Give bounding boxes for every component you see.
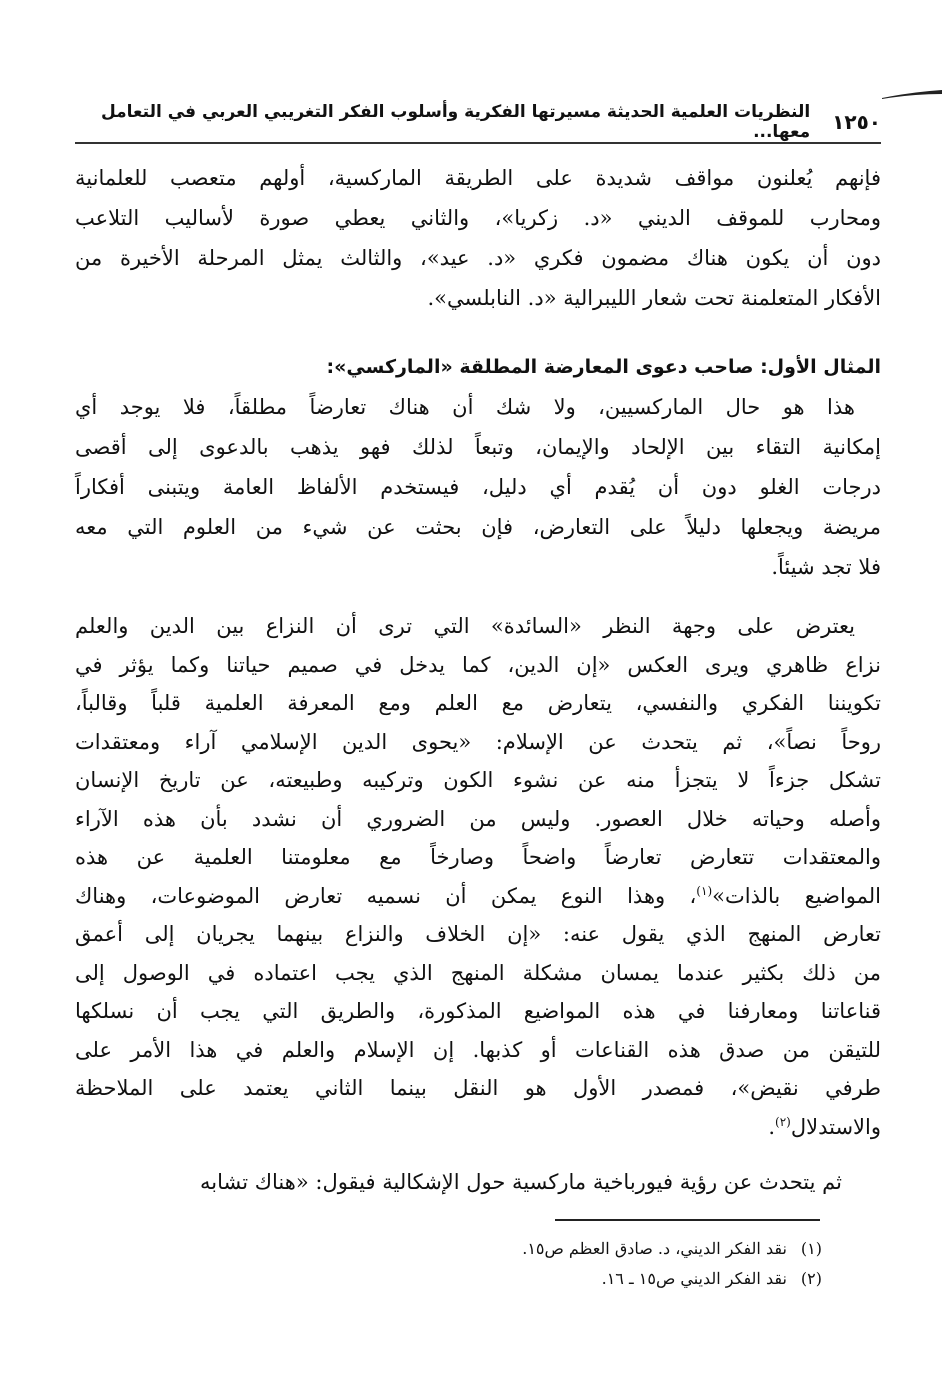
text-line: روحاً نصاً»، ثم يتحدث عن الإسلام: «يحوى الدين الإسلامي آراء ومعتقدات (75, 730, 881, 754)
text-line: من ذلك بكثير عندما يمسان مشكلة المنهج الذي يجب اعتماده في الوصول إلى (75, 961, 881, 985)
text-segment: المواضيع بالذات» (712, 884, 881, 908)
text-line: فلا تجد شيئاً. (771, 555, 881, 579)
text-line: درجات الغلو دون أن يُقدم أي دليل، فيستخدم الألفاظ العامة ويتبنى أفكاراً (75, 475, 881, 499)
page-number: ١٢٥٠ (832, 110, 881, 134)
footnote (602, 1267, 822, 1291)
text-line: والمعتقدات تتعارض تعارضاً واضحاً وصارخاً مع معلومتنا العلمية عن هذه (75, 845, 881, 869)
text-line: قناعاتنا ومعارفنا في هذه المواضيع المذكورة، والطريق التي يجب أن نسلكها (75, 999, 881, 1023)
text-line: تشكل جزءاً لا يتجزأ منه عن نشوء الكون وتركيبه وطبيعته، عن تاريخ الإنسان (75, 768, 881, 792)
text-line: نزاع ظاهري ويرى العكس «إن الدين، كما يدخل في صميم حياتنا وكما يؤثر في (75, 653, 881, 677)
text-line: يعترض على وجهة النظر «السائدة» التي ترى أن النزاع بين الدين والعلم (75, 614, 855, 638)
text-segment: والاستدلال (790, 1115, 881, 1139)
text-line: فإنهم يُعلنون مواقف شديدة على الطريقة الماركسية، أولهم متعصب للعلمانية (75, 166, 881, 190)
text-line: ومحارب للموقف الديني «د. زكريا»، والثاني يعطي صورة لأساليب التلاعب (75, 206, 881, 230)
text-line: تعارض المنهج الذي يقول عنه: «إن الخلاف والنزاع بينهما يجريان إلى أعمق (75, 922, 881, 946)
text-line: الأفكار المتعلمنة تحت شعار الليبرالية «د. النابلسي». (427, 286, 881, 310)
text-line: دون أن يكون هناك مضمون فكري «د. عيد»، والثالث يمثل المرحلة الأخيرة من (75, 246, 881, 270)
corner-ornament (882, 88, 942, 100)
running-title: النظريات العلمية الحديثة مسيرتها الفكرية وأسلوب الفكر التغريبي العربي في التعامل معها... (100, 102, 811, 142)
footnote-text: نقد الفكر الديني ص١٥ ـ ١٦. (601, 1269, 787, 1288)
footnote-text: نقد الفكر الديني، د. صادق العظم ص١٥. (522, 1239, 787, 1258)
text-segment: . (768, 1115, 776, 1139)
footnote-number: (٢) (800, 1269, 822, 1288)
footnote (522, 1237, 822, 1261)
text-line: للتيقن من صدق هذه القناعات أو كذبها. إن الإسلام والعلم في هذا الأمر على (75, 1038, 881, 1062)
running-header (75, 104, 881, 140)
footnote-number: (١) (800, 1239, 822, 1258)
text-line: هذا هو حال الماركسيين، ولا شك أن هناك تعارضاً مطلقاً، فلا يوجد أي (75, 395, 855, 419)
text-line: طرفي نقيض»، فمصدر الأول هو النقل بينما الثاني يعتمد على الملاحظة (75, 1076, 881, 1100)
footnote-rule (555, 1219, 820, 1221)
footnote-ref[interactable]: (١) (696, 884, 713, 898)
footnote-ref[interactable]: (٢) (775, 1115, 791, 1129)
text-line (75, 881, 881, 911)
header-rule (75, 142, 881, 144)
section-heading: المثال الأول: صاحب دعوى المعارضة المطلقة «الماركسي»: (326, 356, 881, 378)
text-line: تكويننا الفكري والنفسي، يتعارض مع العلم ومع المعرفة العلمية قلباً وقالباً، (75, 691, 881, 715)
text-line: مريضة ويجعلها دليلاً على التعارض، فإن بحثت عن شيء من العلوم التي معه (75, 515, 881, 539)
text-line: وأصله وحياته خلال العصور. وليس من الضروري أن نشدد بأن هذه الآراء (75, 807, 881, 831)
text-line (75, 1112, 881, 1142)
text-line: إمكانية التقاء بين الإلحاد والإيمان، وتبعاً لذلك فهو يذهب بالدعوى إلى أقصى (75, 435, 881, 459)
text-segment: ، وهذا النوع يمكن أن نسميه تعارض الموضوعات، وهناك (75, 884, 697, 908)
text-line: ثم يتحدث عن رؤية فيورباخية ماركسية حول الإشكالية فيقول: «هناك تشابه (199, 1170, 842, 1194)
